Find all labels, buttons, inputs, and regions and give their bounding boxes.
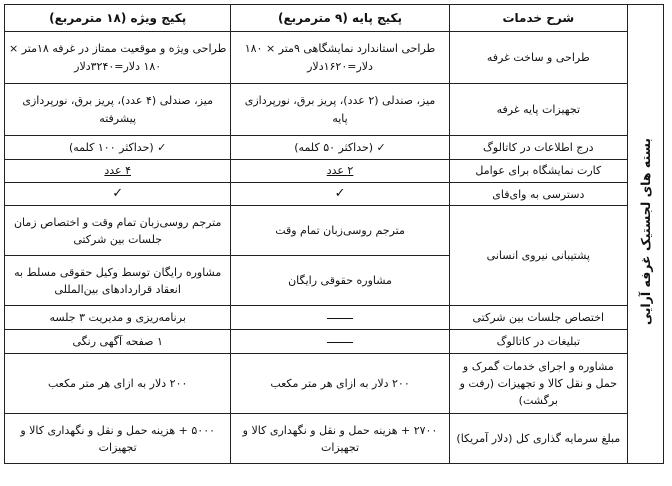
special-check: ✓ (5, 183, 231, 206)
basic-cell: ۲۷۰۰ + هزینه حمل و نقل و نگهداری کالا و تجهیزات (231, 414, 449, 464)
service-packages-table-wrapper (4, 4, 664, 481)
header-services: شرح خدمات (449, 5, 627, 32)
dash-icon (327, 342, 353, 343)
basic-cell (231, 306, 449, 330)
basic-cell (231, 330, 449, 354)
special-cell: طراحی ویژه و موقعیت ممتاز در غرفه ۱۸متر × ۱۸۰ دلار=۳۲۴۰دلار (5, 32, 231, 84)
service-cell: طراحی و ساخت غرفه (449, 32, 627, 84)
table-row (5, 136, 664, 160)
table-row (5, 206, 664, 256)
special-cell: ✓ (حداکثر ۱۰۰ کلمه) (5, 136, 231, 160)
basic-cell: طراحی استاندارد نمایشگاهی ۹متر × ۱۸۰ دلار=۱۶۲۰دلار (231, 32, 449, 84)
service-cell: تبلیغات در کاتالوگ (449, 330, 627, 354)
basic-cell: ۲۰۰ دلار به ازای هر متر مکعب (231, 354, 449, 414)
header-special-package: پکیج ویژه (۱۸ مترمربع) (5, 5, 231, 32)
table-row (5, 330, 664, 354)
table-row (5, 160, 664, 183)
table-row (5, 32, 664, 84)
special-cell: ۵۰۰۰ + هزینه حمل و نقل و نگهداری کالا و تجهیزات (5, 414, 231, 464)
basic-cell: ✓ (حداکثر ۵۰ کلمه) (231, 136, 449, 160)
basic-cell: مترجم روسی‌زبان تمام وقت (231, 206, 449, 256)
table-row (5, 414, 664, 464)
dash-icon (327, 318, 353, 319)
special-cell: مشاوره رایگان توسط وکیل حقوقی مسلط به انعقاد قراردادهای بین‌المللی (5, 256, 231, 306)
service-cell: تجهیزات پایه غرفه (449, 84, 627, 136)
basic-cell: میز، صندلی (۲ عدد)، پریز برق، نورپردازی پایه (231, 84, 449, 136)
header-basic-package: پکیج پایه (۹ مترمربع) (231, 5, 449, 32)
service-cell: کارت نمایشگاه برای عوامل (449, 160, 627, 183)
table-row (5, 354, 664, 414)
table-row (5, 84, 664, 136)
service-packages-table (4, 4, 664, 464)
service-cell: دسترسی به وای‌فای (449, 183, 627, 206)
table-row (5, 306, 664, 330)
table-row (5, 183, 664, 206)
special-cell: ۲۰۰ دلار به ازای هر متر مکعب (5, 354, 231, 414)
basic-check: ✓ (231, 183, 449, 206)
special-cell: مترجم روسی‌زبان تمام وقت و اختصاص زمان جلسات بین شرکتی (5, 206, 231, 256)
service-cell: پشتیبانی نیروی انسانی (449, 206, 627, 306)
special-cell: ۱ صفحه آگهی رنگی (5, 330, 231, 354)
service-cell: مشاوره و اجرای خدمات گمرک و حمل و نقل کالا و تجهیزات (رفت و برگشت) (449, 354, 627, 414)
special-cell: برنامه‌ریزی و مدیریت ۳ جلسه (5, 306, 231, 330)
header-row (5, 5, 664, 32)
special-cell: ۴ عدد (5, 160, 231, 183)
service-cell: مبلغ سرمایه گذاری کل (دلار آمریکا) (449, 414, 627, 464)
special-cell: میز، صندلی (۴ عدد)، پریز برق، نورپردازی پیشرفته (5, 84, 231, 136)
service-cell: درج اطلاعات در کاتالوگ (449, 136, 627, 160)
side-title: بسته های لجستیک غرفه آرایی (637, 138, 653, 326)
side-title-cell (627, 5, 663, 464)
basic-cell: ۲ عدد (231, 160, 449, 183)
basic-cell: مشاوره حقوقی رایگان (231, 256, 449, 306)
service-cell: اختصاص جلسات بین شرکتی (449, 306, 627, 330)
